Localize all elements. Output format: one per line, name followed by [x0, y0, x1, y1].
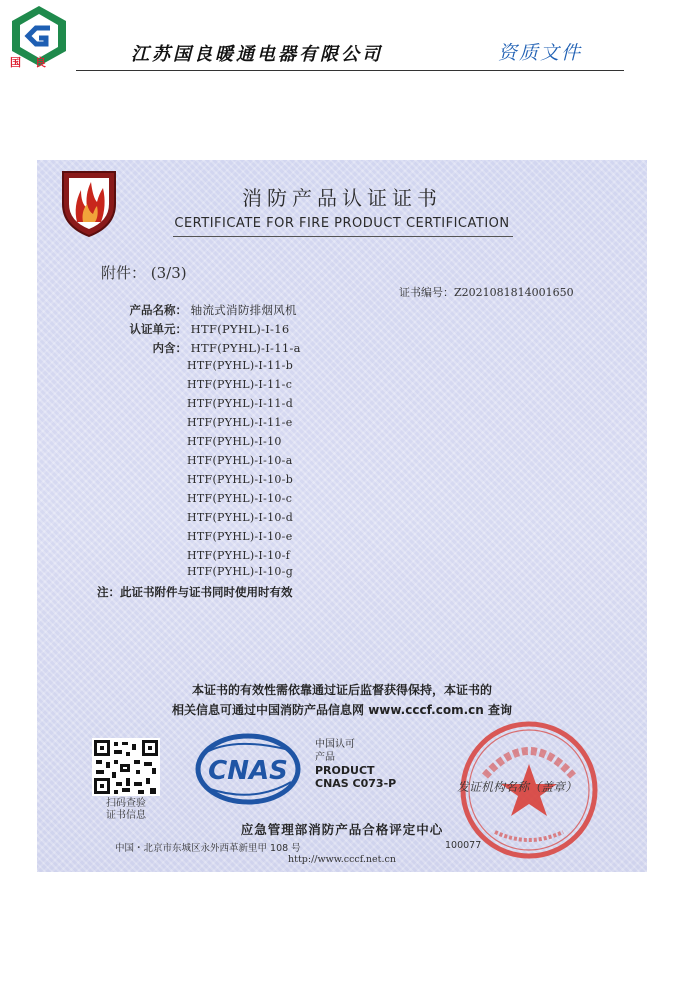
model-item: HTF(PYHL)-I-10 [187, 435, 282, 448]
attachment-indicator: 附件： (3/3) [101, 264, 187, 282]
header-divider [76, 70, 624, 71]
cnas-info-line-2: 产品 [315, 752, 335, 763]
model-item: HTF(PYHL)-I-11-d [187, 397, 294, 410]
model-first: HTF(PYHL)-I-11-a [190, 341, 301, 355]
model-item: HTF(PYHL)-I-11-b [187, 359, 294, 372]
certification-unit-row [97, 321, 289, 337]
model-item: HTF(PYHL)-I-10-g [187, 565, 294, 578]
qr-caption [89, 798, 163, 822]
validity-line-2: 相关信息可通过中国消防产品信息网 www.cccf.com.cn 查询 [172, 703, 512, 717]
product-name-row [97, 302, 297, 318]
cnas-info-line-1: 中国认可 [315, 739, 355, 750]
certification-unit-value: HTF(PYHL)-I-16 [190, 322, 290, 336]
cnas-info [315, 738, 396, 790]
model-item: HTF(PYHL)-I-10-c [187, 492, 293, 505]
title-divider [173, 236, 513, 237]
product-name-value: 轴流式消防排烟风机 [190, 303, 297, 317]
logo-text: 国良 [10, 56, 60, 69]
model-item: HTF(PYHL)-I-10-e [187, 530, 293, 543]
certificate-number-label: 证书编号： [399, 286, 454, 299]
certificate [37, 160, 647, 872]
certificate-number [399, 284, 574, 300]
cnas-info-line-4: CNAS C073-P [315, 777, 397, 790]
validity-statement [37, 680, 647, 720]
cnas-logo [193, 732, 303, 806]
attachment-note: 注：此证书附件与证书同时使用时有效 [97, 585, 293, 599]
validity-line-1: 本证书的有效性需依靠通过证后监督获得保持，本证书的 [191, 683, 492, 697]
page-header [0, 0, 700, 80]
model-item: HTF(PYHL)-I-10-b [187, 473, 294, 486]
product-name-label: 产品名称： [129, 303, 187, 317]
qr-code-icon [92, 738, 160, 796]
cnas-info-line-3: PRODUCT [315, 764, 375, 777]
contents-row [97, 340, 301, 356]
company-name: 江苏国良暖通电器有限公司 [131, 44, 383, 65]
issuing-center-name: 应急管理部消防产品合格评定中心 [240, 822, 444, 837]
issuer-address: 中国・北京市东城区永外西革新里甲 108 号 [115, 843, 301, 854]
certification-unit-label: 认证单元： [129, 322, 187, 336]
qr-caption-line-1: 扫码查验 [106, 798, 146, 809]
model-item: HTF(PYHL)-I-11-e [187, 416, 293, 429]
model-item: HTF(PYHL)-I-10-a [187, 454, 293, 467]
model-item: HTF(PYHL)-I-11-c [187, 378, 293, 391]
qr-caption-line-2: 证书信息 [106, 810, 146, 821]
contents-label: 内含： [152, 341, 187, 355]
model-item: HTF(PYHL)-I-10-f [187, 549, 291, 562]
document-type: 资质文件 [498, 42, 583, 64]
issuer-label: 发证机构名称（盖章） [457, 780, 578, 794]
issuer-postcode: 100077 [445, 840, 482, 851]
issuer-website: http://www.cccf.net.cn [288, 854, 396, 865]
cnas-logo-text: CNAS [208, 756, 288, 786]
model-item: HTF(PYHL)-I-10-d [187, 511, 294, 524]
certificate-title-en: CERTIFICATE FOR FIRE PRODUCT CERTIFICATION [174, 216, 510, 231]
certificate-number-value: Z2021081814001650 [454, 286, 574, 299]
certificate-title-cn: 消防产品认证证书 [242, 186, 442, 210]
